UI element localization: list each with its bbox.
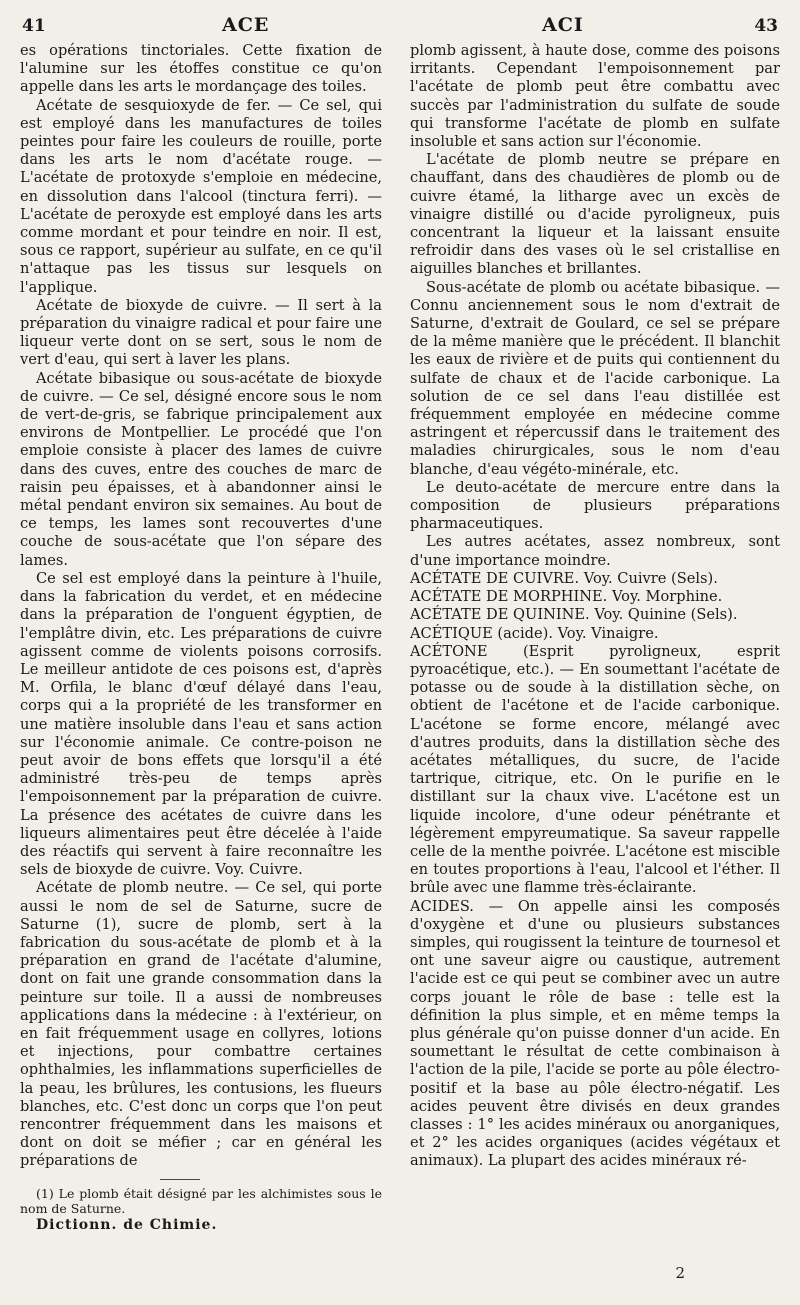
signature-line: Dictionn. de Chimie.: [36, 1216, 218, 1233]
left-page-number: 41: [22, 16, 46, 36]
paragraph: Acétate de sesquioxyde de fer. — Ce sel, qui est employé dans les manufactures de toiles peintes pour faire les couleurs de rouille, porte dans les arts le nom d'acétate rouge. — L'acétate de protoxyde s'emploie en médecine, en dissolution dans l'alcool (tinctura ferri). — L'acétate de peroxyde est employé dans les arts comme mordant et pour teindre en noir. Il est, sous ce rapport, supérieur au sulfate, en ce qu'il n'attaque pas les tissus sur lesquels on l'applique.: [20, 96, 382, 296]
paragraph: Acétate bibasique ou sous-acétate de bioxyde de cuivre. — Ce sel, désigné encore sous le nom de vert-de-gris, se fabrique principalement aux environs de Montpellier. Le procédé que l'on emploie consiste à placer des lames de cuivre dans des cuves, entre des couches de marc de raisin peu épaisses, et à abandonner ainsi le métal pendant environ six semaines. Au bout de ce temps, les lames sont recouvertes d'une couche de sous-acétate que l'on sépare des lames.: [20, 369, 382, 569]
paragraph: Acétate de bioxyde de cuivre. — Il sert à la préparation du vinaigre radical et pour faire une liqueur verte dont on se sert, sous le nom de vert d'eau, qui sert à laver les plans.: [20, 296, 382, 369]
right-page-number: 43: [754, 16, 778, 36]
paragraph: Acétate de plomb neutre. — Ce sel, qui porte aussi le nom de sel de Saturne, sucre de Saturne (1), sucre de plomb, sert à la fabrication du sous-acétate de plomb et à la préparation en grand de l'acétate d'alumine, dont on fait une grande consommation dans la peinture sur toile. Il a aussi de nombreuses applications dans la médecine : à l'extérieur, on en fait fréquemment usage en collyres, lotions et injections, pour combattre certaines ophthalmies, les inflammations superficielles de la peau, les brûlures, les contusions, les flueurs blanches, etc. C'est donc un corps que l'on peut rencontrer fréquemment dans les maisons et dont on doit se méfier ; car en général les préparations de: [20, 879, 382, 1170]
running-header: [22, 14, 778, 44]
paragraph: Les autres acétates, assez nombreux, sont d'une importance moindre.: [410, 533, 780, 569]
paragraph: Ce sel est employé dans la peinture à l'huile, dans la fabrication du verdet, et en médecine dans la préparation de l'onguent égyptien, de l'emplâtre divin, etc. Les préparations de cuivre agissent comme de violents poisons corrosifs. Le meilleur antidote de ces poisons est, d'après M. Orfila, le blanc d'œuf délayé dans l'eau, corps qui a la propriété de les transformer en une matière insoluble dans l'eau et sans action sur l'économie animale. Ce contre-poison ne peut avoir de bons effets que lorsqu'il a été administré très-peu de temps après l'empoisonnement par la préparation de cuivre. La présence des acétates de cuivre dans les liqueurs alimentaires peut être décelée à l'aide des réactifs qui servent à faire reconnaître les sels de bioxyde de cuivre. Voy. Cuivre.: [20, 569, 382, 879]
signature-mark: 2: [675, 1263, 685, 1282]
dictionary-entry: ACIDES. — On appelle ainsi les composés d'oxygène et d'une ou plusieurs substances simples, qui rougissent la teinture de tournesol et ont une saveur aigre ou caustique, autrement l'acide est ce qui peut se combiner avec un autre corps jouant le rôle de base : telle est la définition la plus simple, et en même temps la plus générale qu'on puisse donner d'un acide. En soumettant le résultat de cette combinaison à l'action de la pile, l'acide se porte au pôle électro-positif et la base au pôle électro-négatif. Les acides peuvent être divisés en deux grandes classes : 1° les acides minéraux ou anorganiques, et 2° les acides organiques (acides végétaux et animaux). La plupart des acides minéraux ré-: [410, 897, 780, 1170]
paragraph: es opérations tinctoriales. Cette fixation de l'alumine sur les étoffes constitue ce qu'on appelle dans les arts le mordançage des toiles.: [20, 42, 382, 96]
right-catchword: ACI: [542, 14, 584, 36]
paragraph: L'acétate de plomb neutre se prépare en chauffant, dans des chaudières de plomb ou de cuivre étamé, la litharge avec un excès de vinaigre distillé ou d'acide pyroligneux, puis concentrant la liqueur et la laissant ensuite refroidir dans des vases où le sel cristallise en aiguilles blanches et brillantes.: [410, 151, 780, 278]
dictionary-entry: ACÉTIQUE (acide). Voy. Vinaigre.: [410, 624, 659, 642]
dictionary-entry: ACÉTONE (Esprit pyroligneux, esprit pyroacétique, etc.). — En soumettant l'acétate de potasse ou de soude à la distillation sèche, on obtient de l'acétone et de l'acide carbonique. L'acétone se forme encore, mélangé avec d'autres produits, dans la distillation sèche des acétates métalliques, du sucre, de l'acide tartrique, citrique, etc. On le purifie en le distillant sur la chaux vive. L'acétone est un liquide incolore, d'une odeur pénétrante et légèrement empyreumatique. Sa saveur rappelle celle de la menthe poivrée. L'acétone est miscible en toutes proportions à l'eau, l'alcool et l'éther. Il brûle avec une flamme très-éclairante.: [410, 642, 780, 897]
dictionary-entry: ACÉTATE DE QUININE. Voy. Quinine (Sels).: [410, 606, 738, 624]
paragraph: Le deuto-acétate de mercure entre dans la composition de plusieurs préparations pharmaceutiques.: [410, 478, 780, 533]
footnote-rule: [160, 1179, 200, 1180]
left-column: [20, 42, 382, 1282]
dictionary-entry: ACÉTATE DE MORPHINE. Voy. Morphine.: [410, 588, 723, 606]
dictionary-entry: ACÉTATE DE CUIVRE. Voy. Cuivre (Sels).: [410, 569, 718, 587]
paragraph: plomb agissent, à haute dose, comme des poisons irritants. Cependant l'empoisonnement par l'acétate de plomb peut être combattu avec succès par l'administration du sulfate de soude qui transforme l'acétate de plomb en sulfate insoluble et sans action sur l'économie.: [410, 42, 780, 151]
paragraph: Sous-acétate de plomb ou acétate bibasique. — Connu anciennement sous le nom d'extrait de Saturne, d'extrait de Goulard, ce sel se prépare de la même manière que le précédent. Il blanchit les eaux de rivière et de puits qui contiennent du sulfate de chaux et de l'acide carbonique. La solution de ce sel dans l'eau distillée est fréquemment employée en médecine comme astringent et répercussif dans le traitement des maladies chirurgicales, sous le nom d'eau blanche, d'eau végéto-minérale, etc.: [410, 278, 780, 478]
right-column: [410, 42, 780, 1282]
left-catchword: ACE: [222, 14, 270, 36]
footnote: (1) Le plomb était désigné par les alchimistes sous le nom de Saturne.: [20, 1185, 382, 1216]
